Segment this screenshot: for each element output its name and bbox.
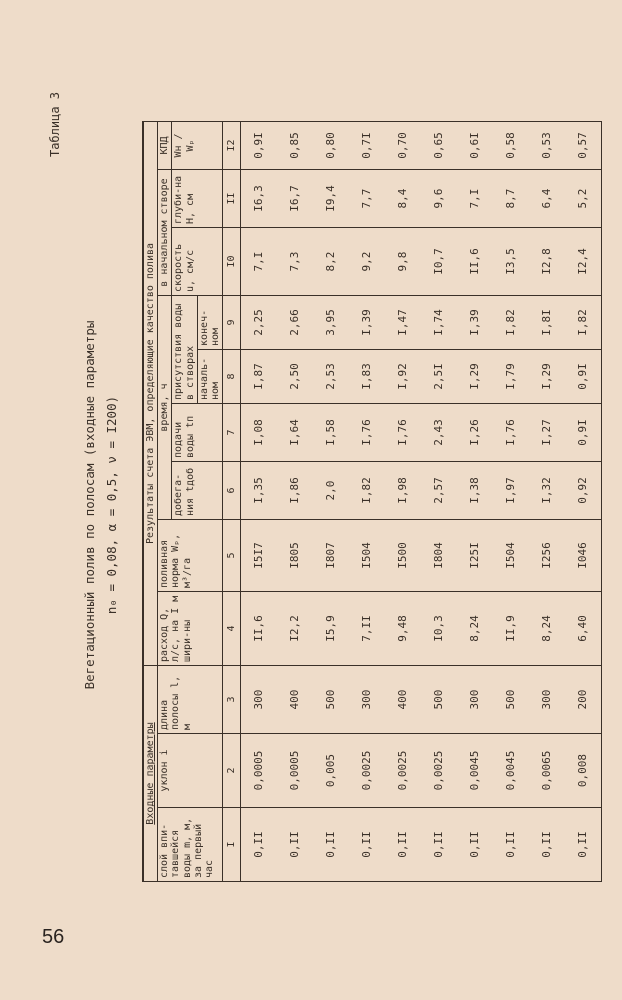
column-number: I	[223, 808, 241, 882]
table-cell: 0,0025	[421, 734, 457, 808]
table-row	[385, 122, 421, 882]
table-cell: I,98	[385, 462, 421, 520]
table-row	[421, 122, 457, 882]
header-col2: уклон i	[158, 734, 223, 808]
table-cell: 9,6	[421, 170, 457, 228]
table-cell: I804	[421, 520, 457, 592]
table-cell: 500	[493, 666, 529, 734]
table-cell: 0,II	[529, 808, 565, 882]
table-cell: 0,005	[313, 734, 349, 808]
table-cell: I,82	[565, 296, 602, 350]
table-cell: 0,65	[421, 122, 457, 170]
table-cell: 0,II	[385, 808, 421, 882]
table-cell: I0,3	[421, 592, 457, 666]
column-number: 6	[223, 462, 241, 520]
table-cell: I2,8	[529, 228, 565, 296]
table-cell: I504	[493, 520, 529, 592]
table-cell: 0,II	[313, 808, 349, 882]
table-cell: I2,2	[277, 592, 313, 666]
table-cell: I,82	[349, 462, 385, 520]
table-label: Таблица 3	[48, 92, 62, 158]
header-col8: началь-ном	[197, 350, 222, 404]
table-cell: 0,80	[313, 122, 349, 170]
table-cell: 7,II	[349, 592, 385, 666]
table-cell: I,87	[241, 350, 278, 404]
table-cell: 8,4	[385, 170, 421, 228]
table-cell: 9,8	[385, 228, 421, 296]
table-cell: I2,4	[565, 228, 602, 296]
group-time: время, ч	[158, 296, 172, 520]
column-number: 7	[223, 404, 241, 462]
table-row	[493, 122, 529, 882]
table-cell: I,92	[385, 350, 421, 404]
table-cell: I,32	[529, 462, 565, 520]
header-col7: подачи воды tп	[172, 404, 223, 462]
table-cell: 0,008	[565, 734, 602, 808]
table-cell: I504	[349, 520, 385, 592]
group-kpd: КПД	[158, 122, 172, 170]
table-cell: 0,58	[493, 122, 529, 170]
table-cell: I,29	[457, 350, 493, 404]
data-table	[142, 121, 602, 882]
table-row	[277, 122, 313, 882]
table-cell: 0,II	[349, 808, 385, 882]
column-number: 2	[223, 734, 241, 808]
table-cell: 0,0025	[385, 734, 421, 808]
table-cell: 0,II	[565, 808, 602, 882]
table-cell: 0,0045	[493, 734, 529, 808]
header-col5: поливная норма Wₚ, м³/га	[158, 520, 223, 592]
table-cell: 2,43	[421, 404, 457, 462]
table-cell: 2,57	[421, 462, 457, 520]
table-cell: 300	[529, 666, 565, 734]
page-number: 56	[42, 926, 65, 948]
header-col6: добега-ния tдоб	[172, 462, 223, 520]
table-row	[457, 122, 493, 882]
group-start-section: в начальном створе	[158, 170, 172, 296]
table-cell: 2,53	[313, 350, 349, 404]
header-col11: глуби-на H, см	[172, 170, 223, 228]
table-cell: 2,0	[313, 462, 349, 520]
group-input-params: Входные параметры	[143, 666, 158, 882]
table-cell: I6,7	[277, 170, 313, 228]
table-title: Вегетационный полив по полосам (входные параметры	[82, 320, 97, 690]
table-cell: I,86	[277, 462, 313, 520]
table-cell: I,35	[241, 462, 278, 520]
table-cell: I,58	[313, 404, 349, 462]
table-cell: I,76	[385, 404, 421, 462]
column-number: 5	[223, 520, 241, 592]
table-cell: 200	[565, 666, 602, 734]
table-cell: I,29	[529, 350, 565, 404]
table-cell: 8,24	[457, 592, 493, 666]
table-cell: 6,4	[529, 170, 565, 228]
table-cell: 2,25	[241, 296, 278, 350]
table-cell: 0,II	[421, 808, 457, 882]
table-cell: II,6	[241, 592, 278, 666]
table-cell: I6,3	[241, 170, 278, 228]
table-cell: I,83	[349, 350, 385, 404]
table-cell: 300	[349, 666, 385, 734]
table-cell: I,47	[385, 296, 421, 350]
table-cell: 500	[313, 666, 349, 734]
table-cell: I046	[565, 520, 602, 592]
table-cell: 5,2	[565, 170, 602, 228]
table-cell: 2,5I	[421, 350, 457, 404]
table-cell: I3,5	[493, 228, 529, 296]
table-cell: 0,II	[457, 808, 493, 882]
table-subtitle: n₀ = 0,08, α = 0,5, ν = I200)	[104, 395, 119, 615]
table-cell: I,76	[493, 404, 529, 462]
column-number: 4	[223, 592, 241, 666]
table-cell: I,39	[457, 296, 493, 350]
table-row	[313, 122, 349, 882]
table-cell: I500	[385, 520, 421, 592]
table-cell: 0,0045	[457, 734, 493, 808]
table-cell: 300	[457, 666, 493, 734]
table-cell: 0,9I	[565, 404, 602, 462]
header-col4: расход Q, л/с, на I м шири-ны	[158, 592, 223, 666]
table-cell: 0,92	[565, 462, 602, 520]
column-number: I2	[223, 122, 241, 170]
table-cell: I256	[529, 520, 565, 592]
table-row	[349, 122, 385, 882]
group-results: Результаты счета ЭВМ, определяющие качество полива	[143, 122, 158, 666]
table-cell: 400	[277, 666, 313, 734]
table-cell: 0,85	[277, 122, 313, 170]
table-cell: 0,7I	[349, 122, 385, 170]
table-cell: I805	[277, 520, 313, 592]
column-number: 8	[223, 350, 241, 404]
table-cell: I,27	[529, 404, 565, 462]
table-cell: 7,I	[241, 228, 278, 296]
table-cell: 500	[421, 666, 457, 734]
table-cell: I,82	[493, 296, 529, 350]
table-cell: 0,57	[565, 122, 602, 170]
table-cell: 0,0005	[241, 734, 278, 808]
table-cell: I,97	[493, 462, 529, 520]
table-cell: 8,24	[529, 592, 565, 666]
header-col10: скорость u, см/с	[172, 228, 223, 296]
table-cell: II,6	[457, 228, 493, 296]
column-number: 9	[223, 296, 241, 350]
table-cell: I,39	[349, 296, 385, 350]
group-presence: присутствия воды в створах	[172, 296, 197, 404]
table-cell: 0,6I	[457, 122, 493, 170]
table-cell: 0,II	[241, 808, 278, 882]
table-cell: I9,4	[313, 170, 349, 228]
table-row	[565, 122, 602, 882]
header-col9: конеч-ном	[197, 296, 222, 350]
table-cell: 300	[241, 666, 278, 734]
table-cell: 0,53	[529, 122, 565, 170]
table-cell: 0,9I	[241, 122, 278, 170]
header-col3: длина полосы l, м	[158, 666, 223, 734]
table-cell: 400	[385, 666, 421, 734]
table-cell: I25I	[457, 520, 493, 592]
table-cell: 7,I	[457, 170, 493, 228]
table-cell: 0,70	[385, 122, 421, 170]
header-col12: Wн / Wₚ	[172, 122, 223, 170]
table-cell: I5I7	[241, 520, 278, 592]
table-row	[241, 122, 278, 882]
table-cell: 0,II	[277, 808, 313, 882]
table-cell: 9,48	[385, 592, 421, 666]
rotated-page-content	[40, 70, 600, 940]
table-row	[529, 122, 565, 882]
table-cell: 7,7	[349, 170, 385, 228]
table-cell: 6,40	[565, 592, 602, 666]
table-cell: 0,II	[493, 808, 529, 882]
table-cell: I,64	[277, 404, 313, 462]
column-number: II	[223, 170, 241, 228]
table-cell: I,08	[241, 404, 278, 462]
table-cell: I5,9	[313, 592, 349, 666]
table-cell: 9,2	[349, 228, 385, 296]
table-cell: 8,7	[493, 170, 529, 228]
table-cell: 3,95	[313, 296, 349, 350]
table-cell: I,74	[421, 296, 457, 350]
table-cell: 2,66	[277, 296, 313, 350]
header-col1: слой впи-тавшейся воды m, м, за первый час	[158, 808, 223, 882]
table-cell: I0,7	[421, 228, 457, 296]
table-cell: I,8I	[529, 296, 565, 350]
table-cell: 0,9I	[565, 350, 602, 404]
table-cell: 0,0005	[277, 734, 313, 808]
table-cell: 7,3	[277, 228, 313, 296]
table-cell: I,26	[457, 404, 493, 462]
table-cell: 8,2	[313, 228, 349, 296]
table-cell: 2,50	[277, 350, 313, 404]
column-number: 3	[223, 666, 241, 734]
column-number: I0	[223, 228, 241, 296]
table-body	[241, 122, 602, 882]
table-cell: II,9	[493, 592, 529, 666]
column-number-row	[223, 122, 241, 882]
table-cell: 0,0025	[349, 734, 385, 808]
table-cell: I,76	[349, 404, 385, 462]
table-cell: I,79	[493, 350, 529, 404]
table-cell: I807	[313, 520, 349, 592]
table-cell: I,38	[457, 462, 493, 520]
table-cell: 0,0065	[529, 734, 565, 808]
